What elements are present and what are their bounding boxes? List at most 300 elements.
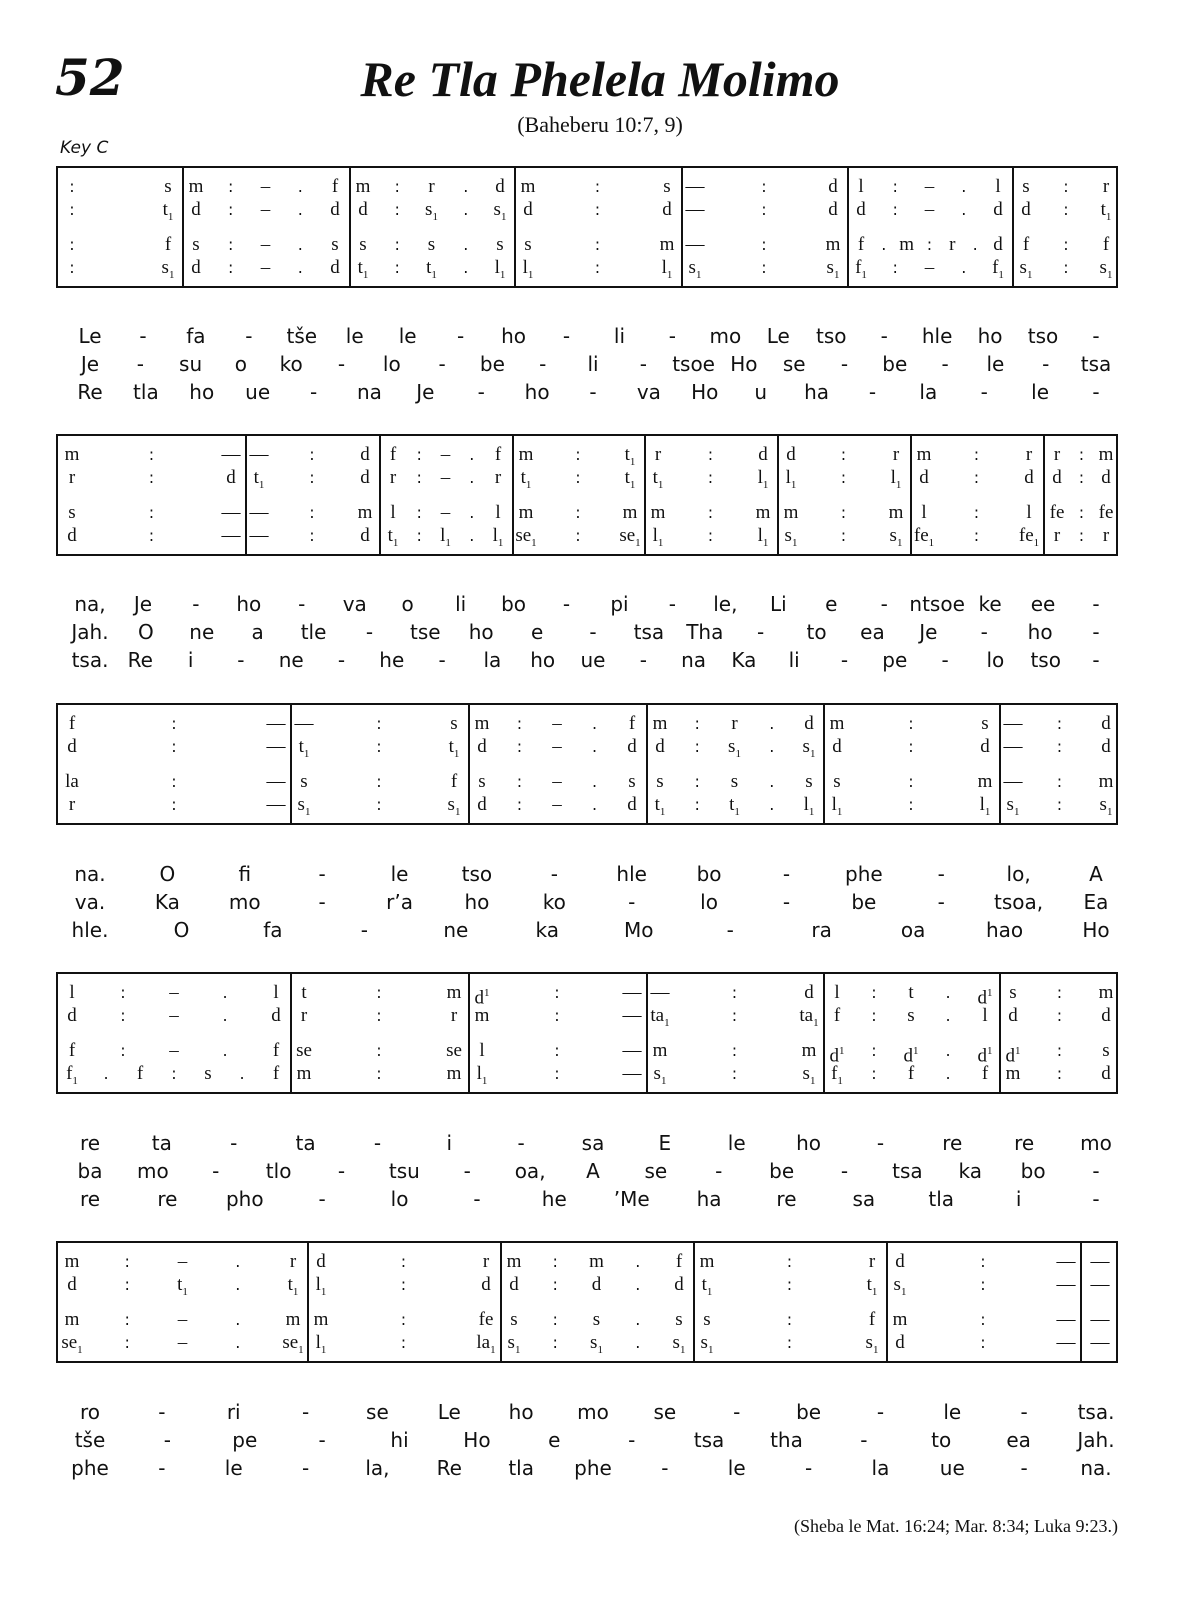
solfa-note: .	[591, 772, 598, 791]
solfa-note: :	[309, 526, 315, 545]
solfa-note: d	[895, 1251, 905, 1272]
solfa-note: —	[1090, 1251, 1110, 1272]
solfa-note: .	[297, 177, 303, 196]
solfa-note: :	[786, 1333, 793, 1352]
lyric-syllable: la	[483, 648, 502, 672]
solfa-note: .	[235, 1275, 241, 1294]
solfa-note: :	[516, 772, 523, 791]
lyric-syllable: A	[1089, 862, 1103, 886]
solfa-note: f	[628, 713, 636, 734]
solfa-note: :	[1078, 468, 1085, 487]
lyric-syllable: tso	[1030, 648, 1061, 672]
alto-part	[58, 736, 1116, 758]
solfa-note: .	[463, 177, 469, 196]
solfa-note: m	[446, 982, 462, 1003]
tenor-part	[58, 234, 1116, 256]
lyric-line	[0, 1185, 1200, 1213]
lyric-syllable: le	[943, 1400, 962, 1424]
lyric-syllable: le	[727, 1456, 746, 1480]
lyric-syllable: Jah.	[1077, 1428, 1115, 1452]
solfa-note: :	[707, 468, 714, 487]
soprano-part	[58, 982, 1116, 1009]
lyric-syllable: pe	[882, 648, 908, 672]
lyric-syllable: i	[1015, 1187, 1022, 1211]
solfa-note: d	[330, 199, 340, 220]
solfa-note: $d^1$	[1005, 1045, 1021, 1067]
solfa-note: :	[786, 1252, 793, 1271]
solfa-note: :	[376, 983, 382, 1002]
solfa-note: .	[297, 258, 303, 277]
lyric-line	[0, 646, 1200, 674]
solfa-note: :	[69, 200, 75, 219]
lyric-line	[0, 378, 1200, 406]
solfa-note: .	[297, 235, 303, 254]
solfa-note: –	[440, 502, 451, 523]
music-system	[56, 972, 1118, 1094]
lyric-syllable: fa	[263, 918, 283, 942]
tenor-part	[58, 502, 1116, 524]
solfa-note: —	[685, 176, 705, 197]
solfa-note: r	[1053, 525, 1061, 546]
solfa-note: $s_1$	[1099, 794, 1113, 818]
solfa-note: —	[1056, 1332, 1076, 1353]
solfa-note: m	[64, 1251, 80, 1272]
lyric-syllable: -	[309, 380, 318, 404]
solfa-note: –	[260, 257, 271, 278]
solfa-note: –	[552, 713, 562, 734]
solfa-note: d	[226, 467, 236, 488]
solfa-note: s	[450, 713, 458, 734]
solfa-note: $l_1$	[522, 257, 534, 281]
lyric-syllable: -	[980, 380, 988, 404]
solfa-note: :	[1078, 526, 1085, 545]
solfa-note: r	[1102, 525, 1110, 546]
solfa-note: m	[977, 771, 993, 792]
lyric-syllable: Je	[80, 352, 100, 376]
lyric-syllable: tsa	[1080, 352, 1112, 376]
lyric-syllable: tsu	[388, 1159, 420, 1183]
solfa-note: —	[1090, 1309, 1110, 1330]
lyric-syllable: ha	[804, 380, 830, 404]
solfa-note: .	[635, 1310, 641, 1329]
solfa-note: .	[222, 983, 228, 1002]
lyric-syllable: be	[851, 890, 877, 914]
lyric-syllable: tlo	[265, 1159, 292, 1183]
lyric-syllable: ho	[508, 1400, 534, 1424]
solfa-note: f	[868, 1309, 876, 1330]
alto-part	[58, 199, 1116, 221]
lyric-syllable: Mo	[623, 918, 654, 942]
solfa-note: r	[868, 1251, 876, 1272]
lyric-syllable: na.	[1080, 1456, 1112, 1480]
solfa-note: d	[856, 199, 866, 220]
lyric-syllable: tha	[770, 1428, 803, 1452]
lyric-syllable: re	[1014, 1131, 1035, 1155]
solfa-note: :	[840, 526, 847, 545]
solfa-note: s	[703, 1309, 711, 1330]
solfa-note: s	[833, 771, 841, 792]
lyric-syllable: r’a	[386, 890, 413, 914]
lyric-syllable: lo,	[1006, 862, 1031, 886]
solfa-note: l	[390, 502, 396, 523]
lyric-syllable: be	[796, 1400, 822, 1424]
solfa-note: s	[592, 1309, 601, 1330]
lyric-syllable: -	[1092, 592, 1100, 616]
lyric-syllable: -	[318, 1187, 326, 1211]
lyric-syllable: Ea	[1083, 890, 1109, 914]
lyric-syllable: -	[463, 1159, 471, 1183]
solfa-note: :	[1056, 1006, 1063, 1025]
lyric-syllable: -	[1092, 380, 1100, 404]
solfa-note: f	[272, 1040, 280, 1061]
solfa-note: :	[786, 1275, 793, 1294]
solfa-note: $d^1$	[829, 1045, 845, 1067]
solfa-note: d	[832, 736, 842, 757]
lyric-syllable: -	[237, 648, 245, 672]
solfa-note: s	[510, 1309, 518, 1330]
solfa-note: d	[591, 1274, 602, 1295]
solfa-note: $t_1$	[387, 525, 399, 549]
solfa-note: :	[1056, 983, 1063, 1002]
alto-part	[58, 1005, 1116, 1027]
solfa-note: .	[945, 983, 951, 1002]
solfa-note: –	[552, 736, 562, 757]
lyric-syllable: re	[157, 1187, 178, 1211]
solfa-note: $s_1$	[297, 794, 311, 818]
solfa-note: –	[177, 1332, 188, 1353]
solfa-note: :	[594, 177, 601, 196]
lyric-syllable: hi	[390, 1428, 409, 1452]
solfa-note: m	[313, 1309, 329, 1330]
lyric-syllable: -	[840, 352, 849, 376]
solfa-note: :	[980, 1252, 986, 1271]
lyric-syllable: he	[541, 1187, 567, 1211]
solfa-note: $s_1$	[653, 1063, 667, 1087]
lyric-syllable: tle	[300, 620, 327, 644]
solfa-note: :	[416, 503, 422, 522]
bass-part	[58, 525, 1116, 547]
solfa-note: :	[376, 1006, 382, 1025]
solfa-note: .	[235, 1333, 241, 1352]
solfa-note: —	[1003, 771, 1023, 792]
lyric-syllable: -	[1092, 1159, 1100, 1183]
solfa-note: l	[858, 176, 864, 197]
lyric-syllable: ri	[226, 1400, 241, 1424]
lyric-syllable: Re	[127, 648, 153, 672]
footer-reference: (Sheba le Mat. 16:24; Mar. 8:34; Luka 9:23.)	[794, 1516, 1118, 1536]
solfa-note: $d^1$	[977, 1045, 993, 1067]
lyric-syllable: -	[365, 620, 374, 644]
lyric-syllable: -	[1092, 648, 1100, 672]
solfa-note: —	[266, 713, 286, 734]
solfa-note: $l_1$	[661, 257, 673, 281]
lyric-syllable: ue	[580, 648, 606, 672]
solfa-note: :	[840, 468, 847, 487]
solfa-note: f	[981, 1063, 989, 1084]
lyric-syllable: tla	[133, 380, 159, 404]
solfa-note: d	[477, 794, 487, 815]
solfa-note: :	[1063, 200, 1069, 219]
solfa-note: .	[235, 1252, 241, 1271]
lyric-syllable: le	[345, 324, 364, 348]
solfa-note: —	[266, 736, 286, 757]
lyric-syllable: ho	[1027, 620, 1053, 644]
lyric-syllable: -	[876, 1400, 885, 1424]
lyric-syllable: -	[230, 1131, 238, 1155]
lyric-syllable: ee	[1030, 592, 1056, 616]
lyric-syllable: Je	[919, 620, 938, 644]
lyric-syllable: -	[550, 862, 558, 886]
solfa-note: $l_1$	[492, 525, 504, 549]
solfa-note: –	[169, 1005, 179, 1026]
solfa-note: :	[1056, 1041, 1063, 1060]
solfa-note: r	[1053, 444, 1061, 465]
solfa-note: s	[1102, 1040, 1110, 1061]
solfa-note: m	[622, 502, 638, 523]
solfa-note: :	[516, 737, 523, 756]
solfa-note: f	[68, 713, 76, 734]
solfa-note: m	[652, 713, 668, 734]
solfa-note: r	[1102, 176, 1110, 197]
solfa-note: r	[1025, 444, 1033, 465]
solfa-note: :	[124, 1252, 130, 1271]
lyric-syllable: -	[937, 862, 945, 886]
solfa-note: $l_1$	[803, 794, 815, 818]
lyric-syllable: -	[517, 1131, 525, 1155]
solfa-note: :	[394, 177, 400, 196]
lyric-syllable: -	[539, 352, 547, 376]
solfa-note: f	[450, 771, 458, 792]
solfa-note: :	[228, 235, 234, 254]
lyric-syllable: Je	[416, 380, 435, 404]
solfa-note: s	[675, 1309, 683, 1330]
lyric-syllable: phe	[71, 1456, 109, 1480]
solfa-note: –	[924, 176, 935, 197]
lyric-syllable: -	[245, 324, 253, 348]
lyric-syllable: li	[587, 352, 599, 376]
solfa-note: —	[221, 502, 241, 523]
solfa-note: :	[552, 1252, 558, 1271]
solfa-note: –	[440, 467, 451, 488]
lyric-syllable: i	[446, 1131, 453, 1155]
solfa-note: d	[919, 467, 929, 488]
bass-part	[58, 1063, 1116, 1085]
solfa-note: m	[652, 1040, 668, 1061]
solfa-note: :	[908, 714, 914, 733]
lyric-syllable: ka	[958, 1159, 982, 1183]
lyric-syllable: tsa	[633, 620, 665, 644]
solfa-note: m	[1005, 1063, 1021, 1084]
solfa-note: r	[731, 713, 738, 734]
solfa-note: :	[761, 200, 767, 219]
lyric-syllable: se	[782, 352, 806, 376]
solfa-note: :	[707, 503, 714, 522]
lyric-syllable: bo	[1020, 1159, 1046, 1183]
lyric-syllable: ne	[278, 648, 304, 672]
solfa-note: d	[481, 1274, 491, 1295]
lyric-syllable: tše	[74, 1428, 106, 1452]
soprano-part	[58, 713, 1116, 735]
lyric-syllable: va	[636, 380, 661, 404]
solfa-note: :	[554, 1064, 560, 1083]
lyric-syllable: ntsoe	[909, 592, 965, 616]
solfa-note: s	[359, 234, 367, 255]
lyric-syllable: -	[438, 352, 446, 376]
solfa-note: $f_1$	[66, 1063, 78, 1087]
lyric-syllable: Tha	[686, 620, 724, 644]
solfa-note: .	[769, 714, 775, 733]
solfa-note: $t_1$	[357, 257, 369, 281]
solfa-note: .	[469, 468, 475, 487]
music-system	[56, 434, 1118, 556]
solfa-note: .	[635, 1275, 641, 1294]
solfa-note: :	[376, 772, 382, 791]
solfa-note: :	[124, 1333, 130, 1352]
lyric-syllable: Re	[436, 1456, 462, 1480]
solfa-note: d	[674, 1274, 684, 1295]
solfa-note: :	[786, 1310, 793, 1329]
lyric-syllable: -	[318, 890, 326, 914]
lyric-syllable: tse	[410, 620, 441, 644]
solfa-note: :	[376, 795, 382, 814]
solfa-note: :	[148, 503, 155, 522]
soprano-part	[58, 1251, 1116, 1273]
solfa-note: —	[249, 444, 269, 465]
solfa-note: m	[825, 234, 841, 255]
lyric-syllable: ho	[501, 324, 527, 348]
solfa-note: $s_1$	[590, 1332, 603, 1356]
solfa-note: r	[389, 467, 397, 488]
lyric-syllable: Le	[78, 324, 102, 348]
solfa-note: :	[908, 795, 914, 814]
solfa-note: s	[1009, 982, 1017, 1003]
solfa-note: $l_1$	[831, 794, 843, 818]
solfa-note: d	[627, 736, 637, 757]
lyric-syllable: -	[373, 1131, 382, 1155]
solfa-note: :	[124, 1310, 130, 1329]
solfa-note: .	[469, 503, 475, 522]
solfa-note: :	[973, 445, 980, 464]
solfa-note: —	[266, 794, 286, 815]
solfa-note: m	[520, 176, 536, 197]
solfa-note: :	[731, 1064, 738, 1083]
solfa-note: d	[828, 199, 838, 220]
lyric-syllable: tsa.	[1077, 1400, 1115, 1424]
solfa-note: $s_1$	[865, 1332, 879, 1356]
solfa-note: .	[635, 1333, 641, 1352]
solfa-note: r	[68, 467, 76, 488]
lyric-line	[0, 1157, 1200, 1185]
solfa-note: s	[427, 234, 436, 255]
solfa-note: d	[67, 1005, 77, 1026]
solfa-note: d	[804, 713, 814, 734]
solfa-note: $t_1$	[298, 736, 310, 760]
solfa-note: m	[659, 234, 675, 255]
solfa-note: :	[980, 1310, 986, 1329]
bass-part	[58, 794, 1116, 816]
solfa-note: :	[394, 200, 400, 219]
solfa-note: :	[171, 1064, 177, 1083]
solfa-note: $l_1$	[652, 525, 664, 549]
lyric-syllable: E	[658, 1131, 672, 1155]
solfa-note: r	[289, 1251, 297, 1272]
solfa-note: $t_1$	[866, 1274, 878, 1298]
solfa-note: m	[296, 1063, 312, 1084]
lyric-syllable: be	[882, 352, 908, 376]
solfa-note: s	[628, 771, 636, 792]
solfa-note: $t_1$	[729, 794, 740, 818]
lyric-syllable: -	[158, 1400, 166, 1424]
solfa-note: —	[1056, 1274, 1076, 1295]
lyric-syllable: re	[776, 1187, 797, 1211]
lyric-syllable: -	[628, 1428, 636, 1452]
solfa-note: d	[993, 234, 1003, 255]
lyric-syllable: o	[401, 592, 414, 616]
solfa-note: m	[1098, 444, 1114, 465]
solfa-note: :	[69, 177, 75, 196]
lyric-syllable: to	[931, 1428, 952, 1452]
solfa-note: .	[222, 1006, 228, 1025]
lyric-syllable: -	[301, 1456, 310, 1480]
solfa-note: —	[685, 234, 705, 255]
solfa-note: d	[662, 199, 672, 220]
solfa-note: :	[1056, 1064, 1063, 1083]
solfa-note: d	[523, 199, 533, 220]
lyric-syllable: la	[871, 1456, 890, 1480]
solfa-note: l	[479, 1040, 485, 1061]
solfa-note: :	[980, 1333, 986, 1352]
solfa-note: r	[482, 1251, 490, 1272]
solfa-note: f	[272, 1063, 280, 1084]
solfa-note: $s_1$	[802, 1063, 816, 1087]
solfa-note: s	[192, 234, 200, 255]
solfa-note: :	[1078, 503, 1085, 522]
solfa-note: .	[463, 258, 469, 277]
lyric-syllable: ho	[524, 380, 550, 404]
lyric-syllable: phe	[845, 862, 883, 886]
solfa-note: s	[663, 176, 671, 197]
lyric-syllable: -	[868, 380, 877, 404]
solfa-note: d	[360, 467, 370, 488]
solfa-note: .	[469, 526, 475, 545]
solfa-note: .	[297, 200, 303, 219]
lyric-syllable: he	[379, 648, 405, 672]
lyric-syllable: mo	[577, 1400, 609, 1424]
solfa-note: :	[376, 1064, 382, 1083]
solfa-note: $f_1$	[992, 257, 1004, 281]
hymn-title: Re Tla Phelela Molimo	[360, 51, 840, 107]
lyric-syllable: -	[628, 890, 636, 914]
solfa-note: $s_1$	[672, 1332, 686, 1356]
solfa-note: $se_1$	[515, 525, 537, 549]
solfa-note: —	[685, 199, 705, 220]
solfa-note: $ta_1$	[650, 1005, 670, 1029]
solfa-note: l	[834, 982, 840, 1003]
solfa-note: d	[980, 736, 990, 757]
lyric-syllable: mo	[709, 324, 742, 348]
solfa-note: .	[769, 737, 775, 756]
solfa-note: s	[204, 1063, 212, 1084]
solfa-note: d	[509, 1274, 519, 1295]
lyric-syllable: lo	[700, 890, 718, 914]
solfa-note: :	[394, 258, 400, 277]
lyric-syllable: la	[919, 380, 938, 404]
solfa-note: $s_1$	[1006, 794, 1020, 818]
solfa-note: –	[440, 444, 451, 465]
solfa-note: $t_1$	[624, 444, 636, 468]
solfa-note: m	[899, 234, 915, 255]
lyric-syllable: hle	[921, 324, 953, 348]
